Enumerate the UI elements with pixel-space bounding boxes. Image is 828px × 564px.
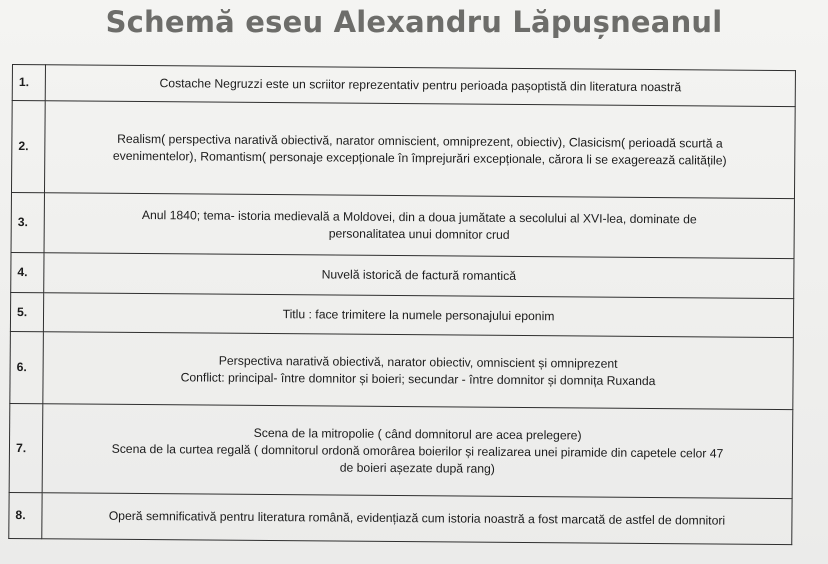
table-row [9,492,792,544]
row-content [42,493,792,545]
row-content [45,65,795,107]
row-content [44,101,795,199]
row-number: 6. [10,331,44,403]
row-number: 1. [12,65,45,101]
table-row [12,65,795,107]
page-title: Schemă eseu Alexandru Lăpușneanul [105,5,723,39]
table-row [11,101,795,199]
row-text-line: Titlu : face trimitere la numele personajului eponim [282,306,555,323]
row-text-line: de boieri așezate după rang) [339,460,495,476]
row-text-line: Scena de la mitropolie ( când domnitorul are acea prelegere) [253,425,582,442]
row-text-line: Anul 1840; tema- istoria medievală a Moldovei, din a doua jumătate a secolului al XVI-lea, dominate de [141,207,697,226]
row-text-line: Perspectiva narativă obiectivă, narator obiectiv, omniscient și omniprezent [218,353,618,371]
row-text-line: Scena de la curtea regală ( domnitorul ordonă omorârea boierilor și realizarea unei piramide din capetele celor 47 [111,441,724,461]
row-content [44,253,794,299]
row-text-line: Operă semnificativă pentru literatura română, evidențiază cum istoria noastră a fost marcată de astfel de domnitori [108,508,726,528]
table-row [11,252,794,298]
row-text-line: Nuvelă istorică de factură romantică [321,267,517,283]
row-content [43,293,793,338]
row-content [42,404,793,499]
table-row [10,331,794,409]
row-text-line: Costache Negruzzi este un scriitor reprezentativ pentru perioada pașoptistă din literatura noastră [159,76,682,95]
table-row [11,192,794,258]
row-number: 7. [9,403,43,492]
row-number: 3. [11,192,44,252]
row-text-line: personalitatea unui domnitor crud [328,225,510,242]
row-number: 5. [10,292,43,331]
row-content [43,332,794,410]
row-number: 8. [9,492,42,538]
essay-outline-table [8,64,796,545]
row-number: 2. [11,101,45,193]
row-text-line: Conflict: principal- între domnitor și boieri; secundar - între domnitor și domnița Ruxanda [180,369,656,388]
row-text-line: evenimentelor), Romantism( personaje excepționale în împrejurări excepționale, cărora li se exagerează calitățile) [112,148,727,168]
row-number: 4. [11,252,44,292]
table-row [10,292,793,337]
table-row [9,403,793,498]
row-content [44,193,794,259]
row-text-line: Realism( perspectiva narativă obiectivă, narator omniscient, omniprezent, obiectiv), Clasicism( perioadă scurtă a [117,131,723,151]
